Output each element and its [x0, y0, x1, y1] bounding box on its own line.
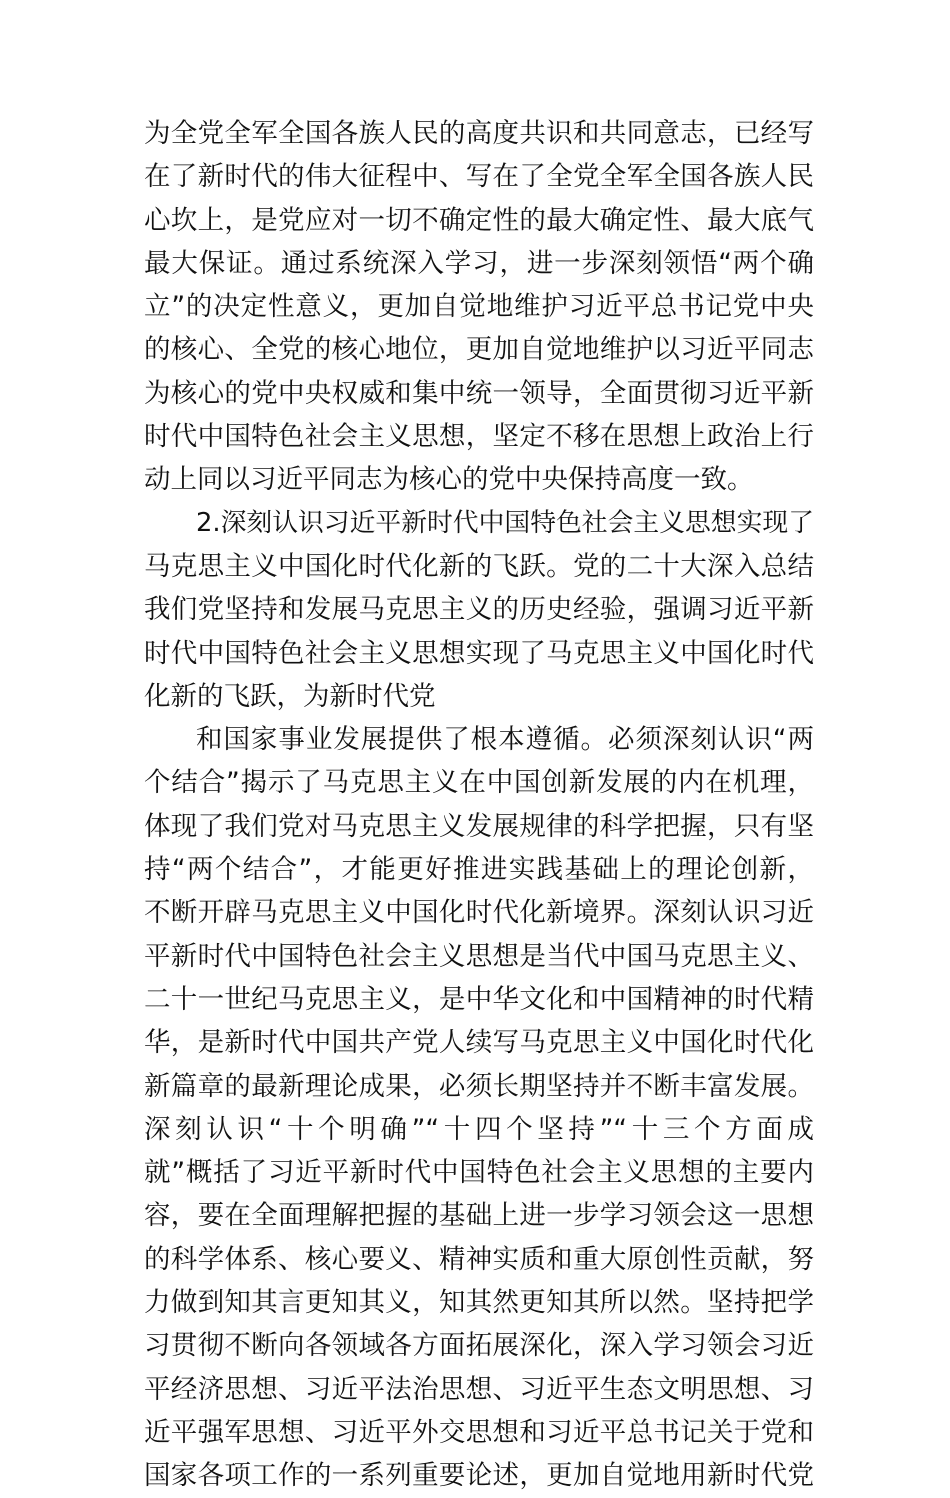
text-line: 容，要在全面理解把握的基础上进一步学习领会这一思想 — [144, 1200, 814, 1232]
text-line: 为全党全军全国各族人民的高度共识和共同意志，已经写 — [144, 118, 814, 149]
text-line: 的科学体系、核心要义、精神实质和重大原创性贡献，努 — [144, 1243, 814, 1275]
text-line: 华，是新时代中国共产党人续写马克思主义中国化时代化 — [144, 1027, 814, 1059]
text-line: 心坎上，是党应对一切不确定性的最大确定性、最大底气 — [144, 204, 814, 236]
text-line: 体现了我们党对马克思主义发展规律的科学把握，只有坚 — [144, 810, 814, 842]
text-line: 近平强军思想、习近平外交思想和习近平总书记关于党和 — [144, 1416, 814, 1448]
text-line: 我们党坚持和发展马克思主义的历史经验，强调习近平新 — [144, 594, 814, 626]
text-line: 的核心、全党的核心地位，更加自觉地维护以习近平同志 — [144, 334, 814, 366]
text-line: 力做到知其言更知其义，知其然更知其所以然。坚持把学 — [144, 1287, 814, 1319]
text-line: 立”的决定性意义，更加自觉地维护习近平总书记党中央 — [144, 291, 814, 323]
text-line: 就”概括了习近平新时代中国特色社会主义思想的主要内 — [144, 1157, 814, 1189]
text-line: 不断开辟马克思主义中国化时代化新境界。深刻认识习近 — [144, 897, 814, 929]
text-line: 持“两个结合”，才能更好推进实践基础上的理论创新， — [144, 854, 814, 886]
text-line: 平经济思想、习近平法治思想、习近平生态文明思想、习 — [144, 1373, 814, 1405]
text-line: 马克思主义中国化时代化新的飞跃。党的二十大深入总结 — [144, 550, 814, 582]
text-line: 平新时代中国特色社会主义思想是当代中国马克思主义、 — [144, 940, 814, 972]
text-line: 为核心的党中央权威和集中统一领导，全面贯彻习近平新 — [144, 377, 814, 409]
text-line: 动上同以习近平同志为核心的党中央保持高度一致。 — [144, 464, 754, 496]
text-line: 习贯彻不断向各领域各方面拓展深化，深入学习领会习近 — [144, 1330, 814, 1362]
text-line: 个结合”揭示了马克思主义在中国创新发展的内在机理， — [144, 767, 814, 799]
text-line: 新篇章的最新理论成果，必须长期坚持并不断丰富发展。 — [144, 1070, 814, 1102]
text-line: 深刻认识“十个明确”“十四个坚持”“十三个方面成 — [144, 1113, 814, 1145]
text-line: 和国家事业发展提供了根本遵循。必须深刻认识“两 — [196, 724, 814, 756]
text-line: 二十一世纪马克思主义，是中华文化和中国精神的时代精 — [144, 983, 814, 1015]
text-line: 化新的飞跃，为新时代党 — [144, 680, 436, 712]
text-line: 时代中国特色社会主义思想实现了马克思主义中国化时代 — [144, 637, 814, 669]
text-line: 2.深刻认识习近平新时代中国特色社会主义思想实现了 — [196, 507, 814, 538]
body-text — [144, 112, 814, 1498]
text-line: 国家各项工作的一系列重要论述，更加自觉地用新时代党 — [144, 1460, 814, 1492]
text-line: 在了新时代的伟大征程中、写在了全党全军全国各族人民 — [144, 161, 814, 193]
text-line: 时代中国特色社会主义思想，坚定不移在思想上政治上行 — [144, 421, 814, 453]
text-line: 最大保证。通过系统深入学习，进一步深刻领悟“两个确 — [144, 247, 814, 279]
